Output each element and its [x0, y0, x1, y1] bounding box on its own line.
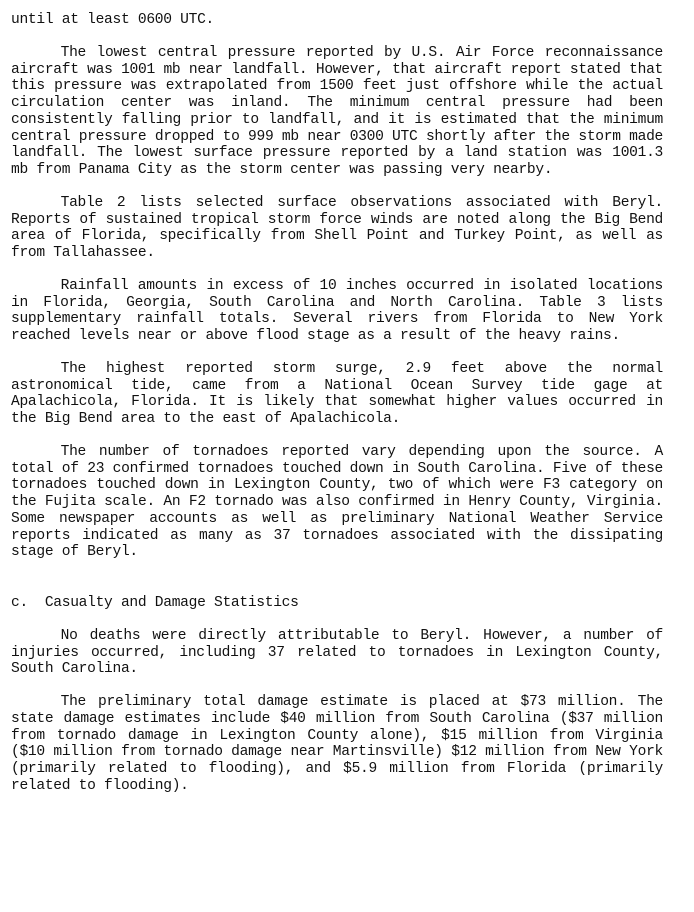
spacer — [11, 428, 663, 444]
document-page — [11, 12, 663, 795]
paragraph-tornadoes: The number of tornadoes reported vary depending upon the source. A total of 23 confirmed tornadoes touched down in South Carolina. Five of these tornadoes touched down in Lexington County, two of which were F3 category on the Fujita scale. An F2 tornado was also confirmed in Henry County, Virginia. Some newspaper accounts as well as preliminary National Weather Service reports indicated as many as 37 tornadoes associated with the dissipating stage of Beryl. — [11, 443, 663, 561]
paragraph-continuation: until at least 0600 UTC. — [11, 12, 214, 28]
spacer — [11, 612, 663, 628]
spacer — [11, 561, 663, 595]
paragraph-damage-estimate: The preliminary total damage estimate is placed at $73 million. The state damage estimates include $40 million from South Carolina ($37 million from tornado damage in Lexington County alone), $15 million from Virginia ($10 million from tornado damage near Martinsville) $12 million from New York (primarily related to flooding), and $5.9 million from Florida (primarily related to flooding). — [11, 694, 663, 794]
spacer — [11, 179, 663, 195]
paragraph-central-pressure: The lowest central pressure reported by U.S. Air Force reconnaissance aircraft was 1001 mb near landfall. However, that aircraft report stated that this pressure was extrapolated from 1500 feet just offshore while the actual circulation center was inland. The minimum central pressure had been consistently falling prior to landfall, and it is estimated that the minimum central pressure dropped to 999 mb near 0300 UTC shortly after the storm made landfall. The lowest surface pressure reported by a land station was 1001.3 mb from Panama City as the storm center was passing very nearby. — [11, 44, 663, 178]
paragraph-casualties: No deaths were directly attributable to Beryl. However, a number of injuries occurred, including 37 related to tornadoes in Lexington County, South Carolina. — [11, 627, 663, 678]
spacer — [11, 345, 663, 361]
paragraph-surface-observations: Table 2 lists selected surface observations associated with Beryl. Reports of sustained tropical storm force winds are noted along the Big Bend area of Florida, specifically from Shell Point and Turkey Point, as well as from Tallahassee. — [11, 194, 663, 261]
spacer — [11, 678, 663, 694]
spacer — [11, 262, 663, 278]
spacer — [11, 29, 663, 45]
section-heading-casualty-damage: c. Casualty and Damage Statistics — [11, 595, 299, 611]
paragraph-storm-surge: The highest reported storm surge, 2.9 feet above the normal astronomical tide, came from a National Ocean Survey tide gage at Apalachicola, Florida. It is likely that somewhat higher values occurred in the Big Bend area to the east of Apalachicola. — [11, 360, 663, 427]
paragraph-rainfall: Rainfall amounts in excess of 10 inches occurred in isolated locations in Florida, Georgia, South Carolina and North Carolina. Table 3 lists supplementary rainfall totals. Several rivers from Florida to New York reached levels near or above flood stage as a result of the heavy rains. — [11, 277, 663, 344]
